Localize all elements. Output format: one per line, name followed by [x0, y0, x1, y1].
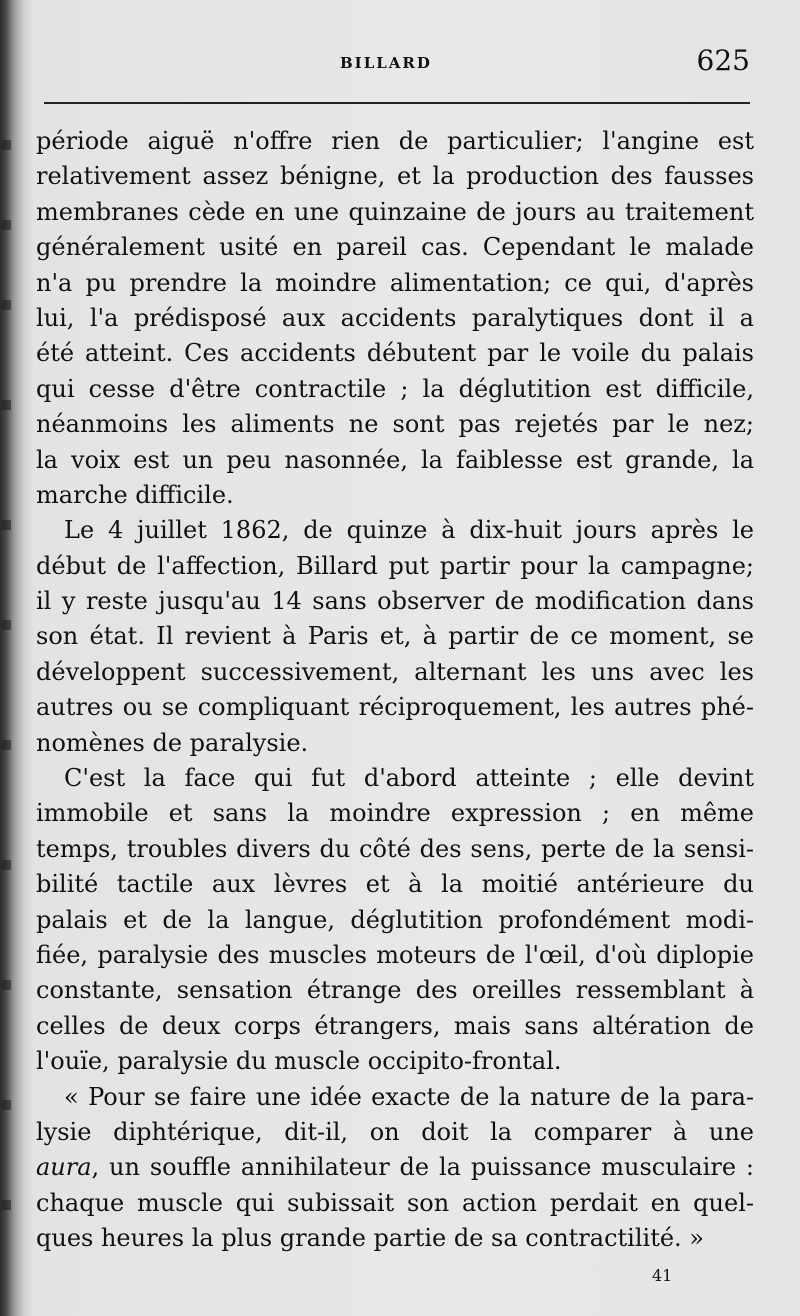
body-text — [36, 124, 754, 1257]
text-line: l'ouïe, paralysie du muscle occipito-frontal. — [36, 1047, 562, 1076]
text-line: bilité tactile aux lèvres et à la moitié antérieure du — [36, 870, 754, 899]
text-line: « Pour se faire une idée exacte de la nature de la para- — [64, 1082, 754, 1111]
text-line: relativement assez bénigne, et la production des fausses — [36, 162, 754, 191]
text-line: développent successivement, alternant les uns avec les — [36, 657, 754, 686]
running-head: BILLARD — [340, 54, 432, 72]
text-line: fiée, paralysie des muscles moteurs de l'œil, d'où diplopie — [36, 940, 754, 969]
text-line: temps, troubles divers du côté des sens, perte de la sensi- — [36, 834, 754, 863]
text-line: autres ou se compliquant réciproquement, les autres phé- — [36, 693, 754, 722]
text-line: membranes cède en une quinzaine de jours au traitement — [36, 197, 754, 226]
text-line: généralement usité en pareil cas. Cependant le malade — [36, 233, 754, 262]
text-line: marche difficile. — [36, 480, 234, 509]
page-number: 625 — [696, 44, 750, 77]
text-line: été atteint. Ces accidents débutent par le voile du palais — [36, 339, 754, 368]
text-line: aura, un souffle annihilateur de la puissance musculaire : — [36, 1153, 754, 1182]
text-line: n'a pu prendre la moindre alimentation; ce qui, d'après — [36, 268, 754, 297]
text-line: période aiguë n'offre rien de particulier; l'angine est — [36, 127, 754, 155]
text-line: qui cesse d'être contractile ; la déglutition est difficile, — [36, 374, 754, 403]
header-rule — [44, 102, 750, 104]
text-line: ques heures la plus grande partie de sa contractilité. » — [36, 1224, 704, 1253]
text-line: son état. Il revient à Paris et, à partir de ce moment, se — [36, 622, 754, 651]
text-line: lui, l'a prédisposé aux accidents paralytiques dont il a — [36, 303, 754, 332]
text-line: C'est la face qui fut d'abord atteinte ; elle devint — [64, 764, 754, 793]
text-line: lysie diphtérique, dit-il, on doit la comparer à une — [36, 1117, 754, 1146]
text-line: immobile et sans la moindre expression ; en même — [36, 799, 754, 828]
signature-mark: 41 — [652, 1266, 673, 1285]
text-line: la voix est un peu nasonnée, la faiblesse est grande, la — [36, 445, 754, 474]
text-line: il y reste jusqu'au 14 sans observer de modification dans — [36, 587, 754, 616]
text-line: celles de deux corps étrangers, mais sans altération de — [36, 1011, 754, 1040]
text-line: nomènes de paralysie. — [36, 728, 309, 757]
text-line: palais et de la langue, déglutition profondément modi- — [36, 905, 754, 934]
text-line: début de l'affection, Billard put partir pour la campagne; — [36, 551, 754, 580]
binding-gutter — [0, 100, 14, 1300]
text-line: néanmoins les aliments ne sont pas rejetés par le nez; — [36, 410, 754, 439]
text-line: Le 4 juillet 1862, de quinze à dix-huit jours après le — [64, 516, 754, 545]
text-line: chaque muscle qui subissait son action perdait en quel- — [36, 1188, 754, 1217]
text-line: constante, sensation étrange des oreilles ressemblant à — [36, 976, 754, 1005]
